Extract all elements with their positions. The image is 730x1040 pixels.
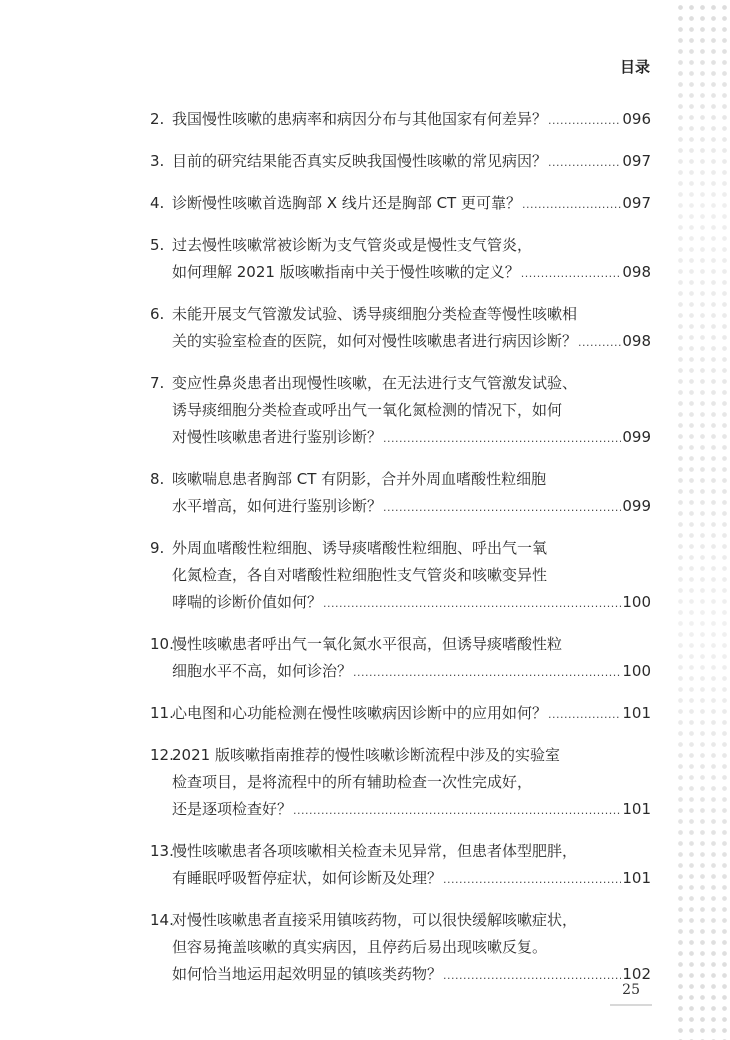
toc-entry-number: 7. [150,374,165,392]
toc-entry-number: 5. [150,236,165,254]
toc-entry-line [150,148,651,176]
page-header-title: 目录 [619,58,650,76]
toc-entry[interactable] [150,631,651,686]
dot-leader [353,659,621,686]
toc-entry-line [150,190,651,218]
toc-entry-text: 还是逐项检查好？ [172,800,293,818]
toc-entry-number: 8. [150,470,165,488]
dot-leader [522,191,621,218]
toc-entry[interactable] [150,190,651,218]
toc-entry-line [150,589,651,617]
dot-leader [383,425,621,452]
toc-entry[interactable] [150,370,651,452]
toc-entry-line: 但容易掩盖咳嗽的真实病因，且停药后易出现咳嗽反复。 [172,938,548,956]
toc-entry-page: 098 [622,332,651,350]
toc-entry[interactable] [150,232,651,287]
toc-entry-line: 检查项目，是将流程中的所有辅助检查一次性完成好， [172,773,533,791]
toc-entry-number: 11. [150,704,174,722]
toc-entry-line: 外周血嗜酸性粒细胞、诱导痰嗜酸性粒细胞、呼出气一氧 [172,539,548,557]
dot-leader [578,329,621,356]
toc-entry-line: 化氮检查，各自对嗜酸性粒细胞性支气管炎和咳嗽变异性 [172,566,548,584]
toc-entry-line: 过去慢性咳嗽常被诊断为支气管炎或是慢性支气管炎， [172,236,533,254]
toc-entry-page: 098 [622,263,651,281]
page-number: 25 [622,982,640,998]
dot-leader [293,797,621,824]
toc-entry-line [150,328,651,356]
toc-entry-page: 101 [622,704,651,722]
toc-entry[interactable] [150,700,651,728]
toc-entry[interactable] [150,466,651,521]
toc-entry-line [150,658,651,686]
toc-entry-line: 咳嗽喘息患者胸部 CT 有阴影，合并外周血嗜酸性粒细胞 [172,470,547,488]
dot-leader [548,149,621,176]
toc-entry-line [150,961,651,989]
toc-entry[interactable] [150,535,651,617]
toc-entry-page: 099 [622,428,651,446]
toc-entry-text: 关的实验室检查的医院，如何对慢性咳嗽患者进行病因诊断？ [172,332,578,350]
toc-entry-page: 096 [622,110,651,128]
toc-entry-line: 慢性咳嗽患者呼出气一氧化氮水平很高，但诱导痰嗜酸性粒 [172,635,563,653]
toc-entry-text: 我国慢性咳嗽的患病率和病因分布与其他国家有何差异？ [172,110,548,128]
toc-entry-text: 有睡眠呼吸暂停症状，如何诊断及处理？ [172,869,443,887]
toc-entry-number: 9. [150,539,165,557]
toc-entry-page: 100 [622,593,651,611]
toc-entry-text: 对慢性咳嗽患者进行鉴别诊断？ [172,428,383,446]
toc-entry-page: 099 [622,497,651,515]
toc-entry-line: 诱导痰细胞分类检查或呼出气一氧化氮检测的情况下，如何 [172,401,563,419]
toc-entry-line [150,106,651,134]
toc-entry-line: 慢性咳嗽患者各项咳嗽相关检查未见异常，但患者体型肥胖， [172,842,578,860]
toc-entry-line: 未能开展支气管激发试验、诱导痰细胞分类检查等慢性咳嗽相 [172,305,578,323]
toc-entry-page: 100 [622,662,651,680]
toc-entry-line [150,424,651,452]
toc-entry[interactable] [150,838,651,893]
toc-entry[interactable] [150,907,651,989]
toc-entry-number: 13. [150,842,174,860]
toc-entry-text: 诊断慢性咳嗽首选胸部 X 线片还是胸部 CT 更可靠？ [172,194,521,212]
toc-entry-page: 097 [622,194,651,212]
toc-entry-text: 细胞水平不高，如何诊治？ [172,662,353,680]
toc-entry-line: 2021 版咳嗽指南推荐的慢性咳嗽诊断流程中涉及的实验室 [172,746,560,764]
dot-leader [323,590,621,617]
toc-entry-number: 12. [150,746,174,764]
toc-entry-text: 水平增高，如何进行鉴别诊断？ [172,497,383,515]
toc-entry-number: 6. [150,305,165,323]
dot-leader [548,701,621,728]
dot-pattern-fade [672,0,730,1040]
dot-leader [548,107,621,134]
toc-entry-page: 097 [622,152,651,170]
toc-entry-line [150,493,651,521]
toc-entry-page: 102 [622,965,651,983]
toc-entry-text: 如何恰当地运用起效明显的镇咳类药物？ [172,965,443,983]
toc-entry-number: 2. [150,110,165,128]
dot-leader [521,260,622,287]
toc-entry-page: 101 [622,869,651,887]
toc-entry[interactable] [150,106,651,134]
dot-leader [443,962,621,989]
toc-entry-number: 10. [150,635,174,653]
toc-entry-page: 101 [622,800,651,818]
toc-entry-line: 变应性鼻炎患者出现慢性咳嗽，在无法进行支气管激发试验、 [172,374,578,392]
toc-entry[interactable] [150,148,651,176]
toc-entry-line [150,796,651,824]
toc-entry-text: 心电图和心功能检测在慢性咳嗽病因诊断中的应用如何？ [172,704,548,722]
toc-entry-text: 哮喘的诊断价值如何？ [172,593,323,611]
toc-entry[interactable] [150,301,651,356]
page-number-rule [610,1004,652,1006]
toc-entry-text: 如何理解 2021 版咳嗽指南中关于慢性咳嗽的定义？ [172,263,520,281]
dot-leader [443,866,621,893]
toc-entry-number: 4. [150,194,165,212]
toc-entry[interactable] [150,742,651,824]
toc-entry-line: 对慢性咳嗽患者直接采用镇咳药物，可以很快缓解咳嗽症状， [172,911,578,929]
table-of-contents [150,106,651,1003]
dot-leader [383,494,621,521]
toc-entry-number: 14. [150,911,174,929]
toc-entry-text: 目前的研究结果能否真实反映我国慢性咳嗽的常见病因？ [172,152,548,170]
toc-entry-line [150,700,651,728]
toc-entry-number: 3. [150,152,165,170]
toc-entry-line [150,865,651,893]
toc-entry-line [150,259,651,287]
